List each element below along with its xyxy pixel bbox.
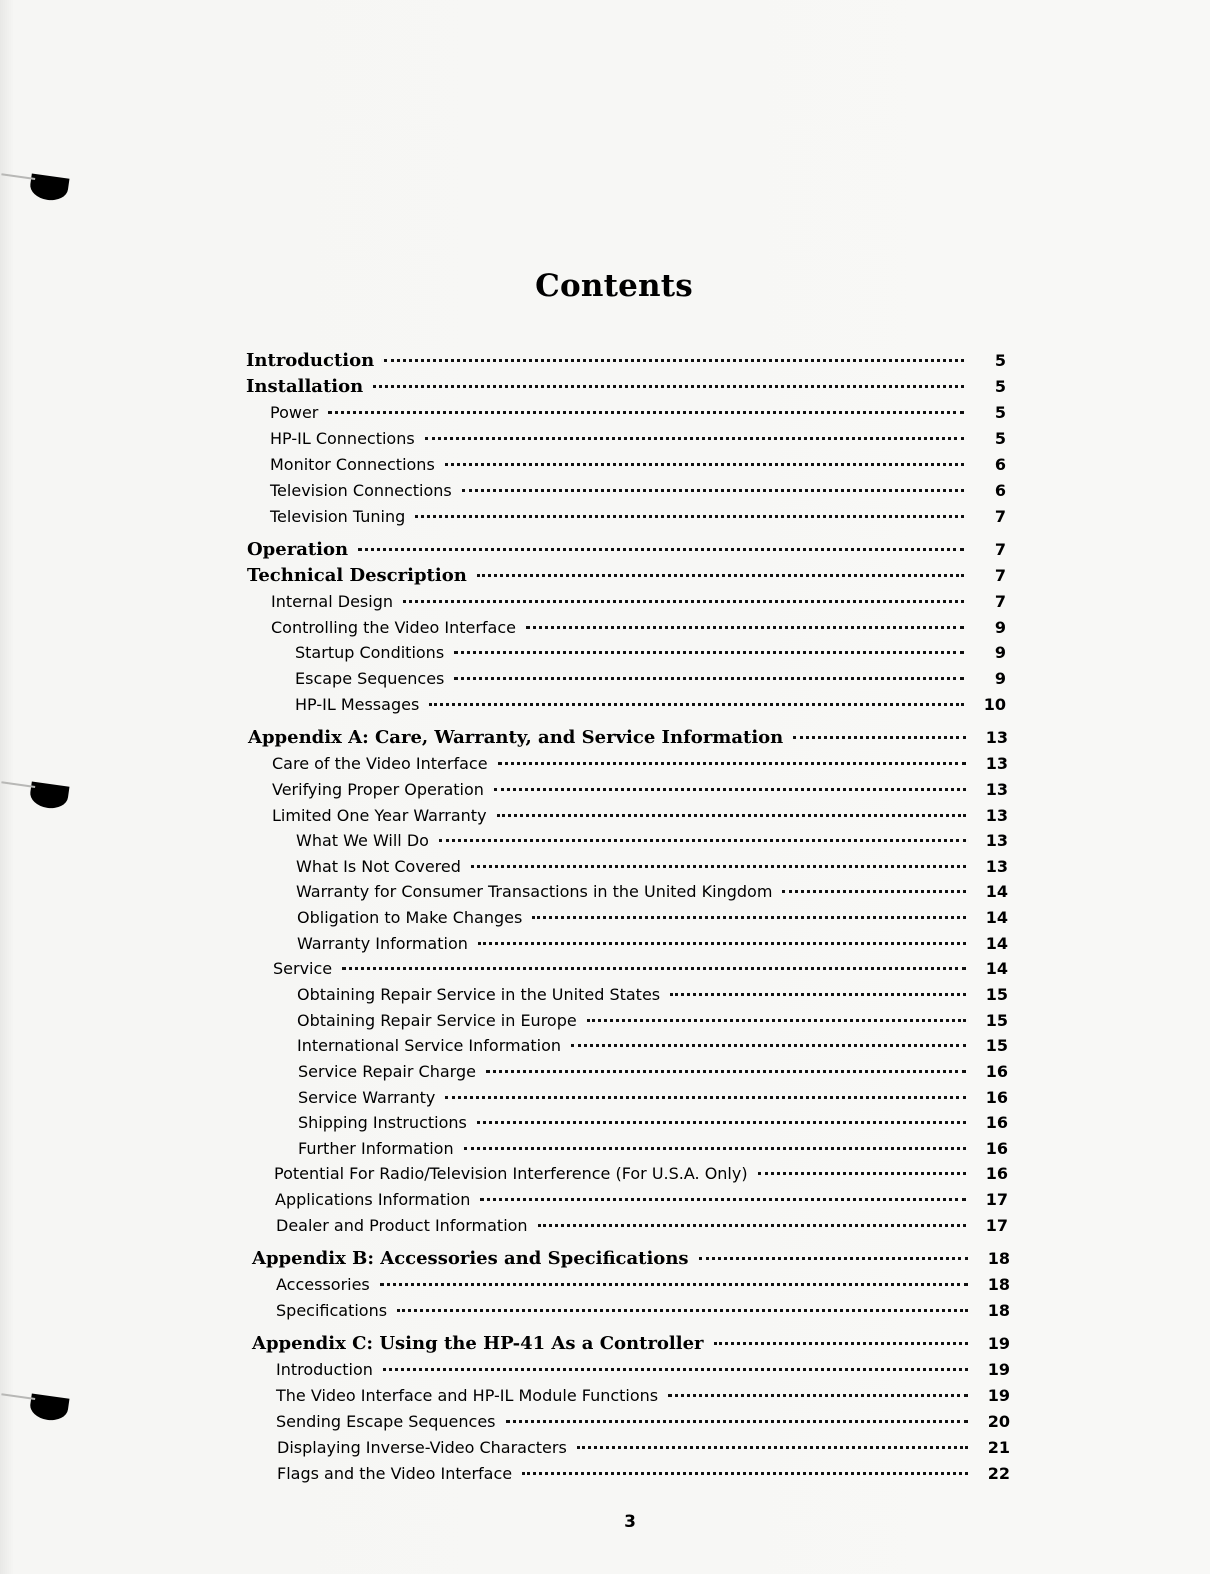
toc-entry-label: Service Repair Charge — [298, 1062, 476, 1081]
toc-page-number: 20 — [987, 1412, 1010, 1431]
page-title: Contents — [535, 268, 693, 304]
toc-entry-label: Accessories — [276, 1275, 370, 1294]
toc-entry-label: Obtaining Repair Service in the United States — [297, 985, 661, 1004]
toc-entry-label: What Is Not Covered — [296, 857, 461, 876]
toc-leader-dots — [342, 967, 966, 970]
toc-entry-label: HP-IL Connections — [270, 429, 415, 448]
toc-entry — [271, 592, 1006, 616]
toc-page-number: 18 — [987, 1275, 1010, 1294]
toc-leader-dots — [477, 1121, 966, 1124]
toc-entry-label: Service Warranty — [298, 1088, 436, 1107]
toc-leader-dots — [380, 1283, 968, 1286]
toc-leader-dots — [384, 359, 964, 362]
toc-entry-label: Flags and the Video Interface — [277, 1464, 513, 1483]
toc-entry — [270, 481, 1006, 505]
toc-entry — [298, 1088, 1008, 1112]
toc-leader-dots — [403, 600, 964, 603]
toc-entry-label: Television Connections — [270, 481, 452, 500]
toc-entry — [277, 1438, 1010, 1462]
toc-leader-dots — [758, 1172, 966, 1175]
toc-entry — [271, 618, 1006, 642]
toc-leader-dots — [415, 515, 964, 518]
toc-page-number: 22 — [987, 1464, 1010, 1483]
toc-entry-label: Dealer and Product Information — [276, 1216, 528, 1235]
toc-leader-dots — [577, 1446, 968, 1449]
toc-entry — [276, 1386, 1010, 1410]
toc-entry-label: HP-IL Messages — [295, 695, 420, 714]
toc-leader-dots — [494, 788, 966, 791]
toc-leader-dots — [587, 1019, 966, 1022]
toc-leader-dots — [668, 1394, 968, 1397]
toc-entry-label: Service — [273, 959, 333, 978]
toc-leader-dots — [429, 703, 964, 706]
toc-entry-label: Installation — [246, 376, 364, 397]
toc-page-number: 14 — [985, 959, 1008, 978]
toc-entry — [297, 1036, 1008, 1060]
toc-page-number: 13 — [985, 754, 1008, 773]
toc-page-number: 19 — [987, 1386, 1010, 1405]
toc-leader-dots — [670, 993, 966, 996]
toc-entry-label: Internal Design — [271, 592, 393, 611]
toc-entry-label: Applications Information — [275, 1190, 471, 1209]
toc-leader-dots — [462, 489, 964, 492]
toc-page-number: 6 — [994, 481, 1006, 500]
toc-page-number: 6 — [994, 455, 1006, 474]
toc-leader-dots — [526, 626, 964, 629]
toc-leader-dots — [486, 1070, 966, 1073]
toc-leader-dots — [714, 1342, 968, 1345]
toc-page-number: 18 — [987, 1249, 1010, 1268]
toc-page-number: 7 — [994, 540, 1006, 559]
toc-leader-dots — [532, 916, 966, 919]
toc-entry-label: Care of the Video Interface — [272, 754, 488, 773]
toc-leader-dots — [328, 411, 964, 414]
toc-leader-dots — [793, 736, 966, 739]
toc-leader-dots — [373, 385, 964, 388]
toc-entry — [298, 1139, 1008, 1163]
toc-entry — [272, 754, 1008, 778]
toc-leader-dots — [477, 574, 964, 577]
toc-entry — [298, 1062, 1008, 1086]
toc-leader-dots — [383, 1368, 968, 1371]
toc-entry — [272, 806, 1008, 830]
toc-page-number: 17 — [985, 1216, 1008, 1235]
toc-page-number: 16 — [985, 1113, 1008, 1132]
toc-page-number: 10 — [983, 695, 1006, 714]
toc-entry-label: Operation — [247, 539, 349, 560]
toc-entry — [276, 1412, 1010, 1436]
toc-entry — [298, 1113, 1008, 1137]
toc-leader-dots — [358, 548, 964, 551]
toc-entry-label: What We Will Do — [296, 831, 429, 850]
toc-entry-label: The Video Interface and HP-IL Module Functions — [276, 1386, 659, 1405]
toc-entry-label: Introduction — [246, 350, 375, 371]
toc-leader-dots — [464, 1147, 966, 1150]
toc-leader-dots — [439, 839, 966, 842]
toc-page-number: 21 — [987, 1438, 1010, 1457]
binder-hole-icon — [29, 1393, 70, 1422]
toc-entry — [296, 857, 1008, 881]
toc-entry-label: Displaying Inverse-Video Characters — [277, 1438, 567, 1457]
toc-entry-label: Obligation to Make Changes — [297, 908, 523, 927]
toc-entry — [295, 669, 1006, 693]
toc-entry — [252, 1248, 1010, 1272]
toc-entry — [277, 1464, 1010, 1488]
toc-entry-label: Potential For Radio/Television Interference (For U.S.A. Only) — [274, 1164, 748, 1183]
toc-page-number: 13 — [985, 780, 1008, 799]
toc-entry — [247, 565, 1006, 589]
toc-leader-dots — [699, 1257, 968, 1260]
toc-entry-label: Specifications — [276, 1301, 388, 1320]
toc-entry — [275, 1190, 1008, 1214]
toc-page-number: 7 — [994, 592, 1006, 611]
toc-entry-label: Power — [270, 403, 319, 422]
binder-hole-icon — [29, 173, 70, 202]
toc-page-number: 5 — [994, 403, 1006, 422]
toc-entry-label: Controlling the Video Interface — [271, 618, 516, 637]
toc-entry-label: Shipping Instructions — [298, 1113, 467, 1132]
toc-entry — [297, 934, 1008, 958]
toc-leader-dots — [538, 1224, 966, 1227]
toc-page-number: 9 — [994, 669, 1006, 688]
toc-page-number: 13 — [985, 831, 1008, 850]
toc-entry — [270, 403, 1006, 427]
toc-leader-dots — [782, 890, 966, 893]
toc-page-number: 14 — [985, 934, 1008, 953]
toc-page-number: 5 — [994, 377, 1006, 396]
toc-entry — [247, 539, 1006, 563]
toc-leader-dots — [571, 1044, 966, 1047]
toc-page-number: 14 — [985, 908, 1008, 927]
toc-page-number: 13 — [985, 806, 1008, 825]
toc-leader-dots — [498, 762, 966, 765]
toc-leader-dots — [522, 1472, 968, 1475]
toc-page-number: 16 — [985, 1164, 1008, 1183]
toc-page-number: 16 — [985, 1062, 1008, 1081]
toc-entry — [246, 350, 1006, 374]
toc-entry-label: Sending Escape Sequences — [276, 1412, 496, 1431]
toc-page-number: 7 — [994, 566, 1006, 585]
toc-entry — [297, 908, 1008, 932]
toc-entry — [295, 695, 1006, 719]
toc-page-number: 16 — [985, 1139, 1008, 1158]
toc-entry — [276, 1275, 1010, 1299]
toc-leader-dots — [506, 1420, 968, 1423]
toc-entry — [252, 1333, 1010, 1357]
toc-page-number: 13 — [985, 857, 1008, 876]
toc-entry — [270, 455, 1006, 479]
toc-leader-dots — [445, 463, 964, 466]
toc-entry-label: Limited One Year Warranty — [272, 806, 487, 825]
toc-page-number: 15 — [985, 985, 1008, 1004]
toc-leader-dots — [445, 1096, 966, 1099]
toc-page-number: 16 — [985, 1088, 1008, 1107]
toc-page-number: 5 — [994, 429, 1006, 448]
toc-leader-dots — [478, 942, 966, 945]
toc-page-number: 19 — [987, 1334, 1010, 1353]
toc-entry — [276, 1301, 1010, 1325]
toc-entry — [296, 831, 1008, 855]
toc-entry — [295, 643, 1006, 667]
toc-page-number: 18 — [987, 1301, 1010, 1320]
toc-leader-dots — [397, 1309, 968, 1312]
toc-page-number: 9 — [994, 643, 1006, 662]
toc-leader-dots — [471, 865, 966, 868]
toc-entry-label: Verifying Proper Operation — [272, 780, 484, 799]
toc-leader-dots — [454, 651, 964, 654]
toc-entry-label: Television Tuning — [270, 507, 406, 526]
toc-entry-label: Appendix B: Accessories and Specifications — [252, 1248, 689, 1269]
toc-entry — [296, 882, 1008, 906]
toc-entry-label: Appendix A: Care, Warranty, and Service Information — [248, 727, 784, 748]
toc-entry-label: Escape Sequences — [295, 669, 445, 688]
toc-leader-dots — [454, 677, 964, 680]
toc-entry-label: Introduction — [276, 1360, 373, 1379]
toc-page-number: 15 — [985, 1036, 1008, 1055]
toc-entry-label: Monitor Connections — [270, 455, 435, 474]
toc-entry — [248, 727, 1008, 751]
toc-entry-label: Warranty for Consumer Transactions in the United Kingdom — [296, 882, 773, 901]
toc-page-number: 13 — [985, 728, 1008, 747]
toc-entry — [246, 376, 1006, 400]
toc-page-number: 5 — [994, 351, 1006, 370]
toc-page-number: 15 — [985, 1011, 1008, 1030]
toc-entry — [270, 507, 1006, 531]
toc-entry-label: Warranty Information — [297, 934, 468, 953]
toc-page-number: 9 — [994, 618, 1006, 637]
toc-entry-label: Appendix C: Using the HP-41 As a Controller — [252, 1333, 704, 1354]
toc-entry — [274, 1164, 1008, 1188]
toc-entry — [297, 985, 1008, 1009]
toc-entry — [297, 1011, 1008, 1035]
toc-entry — [273, 959, 1008, 983]
toc-leader-dots — [425, 437, 964, 440]
toc-leader-dots — [497, 814, 966, 817]
toc-page-number: 17 — [985, 1190, 1008, 1209]
toc-entry — [276, 1360, 1010, 1384]
toc-entry-label: Startup Conditions — [295, 643, 445, 662]
toc-entry — [276, 1216, 1008, 1240]
toc-page-number: 19 — [987, 1360, 1010, 1379]
page-number: 3 — [624, 1512, 636, 1532]
toc-entry-label: Obtaining Repair Service in Europe — [297, 1011, 577, 1030]
toc-entry — [272, 780, 1008, 804]
binder-hole-icon — [29, 781, 70, 810]
toc-page-number: 14 — [985, 882, 1008, 901]
toc-entry-label: Further Information — [298, 1139, 454, 1158]
toc-entry-label: Technical Description — [247, 565, 467, 586]
toc-page-number: 7 — [994, 507, 1006, 526]
toc-entry-label: International Service Information — [297, 1036, 562, 1055]
toc-entry — [270, 429, 1006, 453]
toc-leader-dots — [480, 1198, 966, 1201]
